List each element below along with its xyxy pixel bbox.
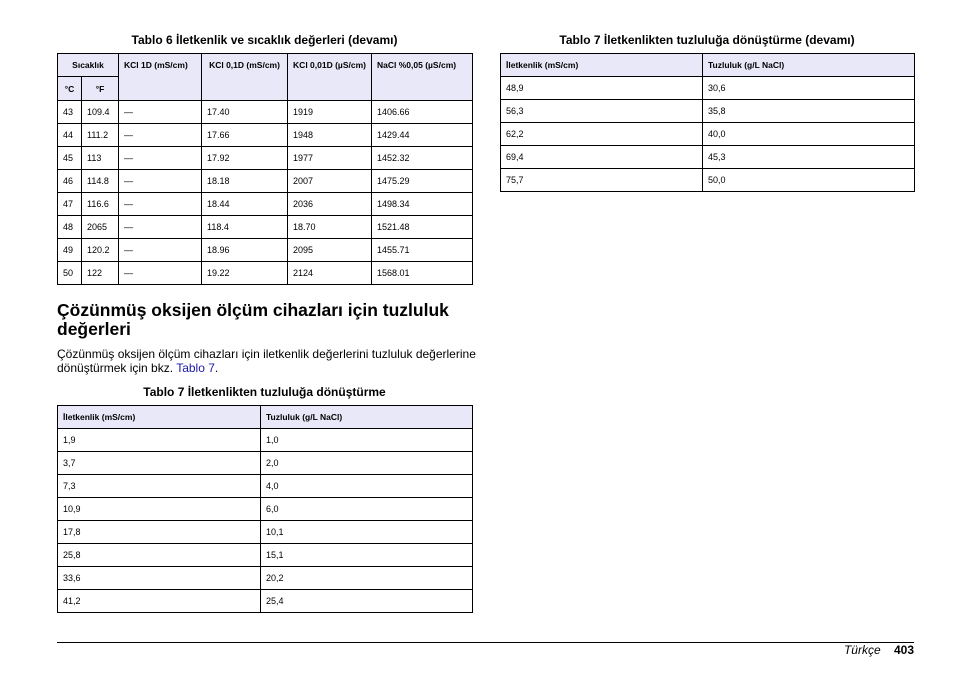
table-cell: 2007 bbox=[288, 170, 372, 193]
conductivity-temperature-table bbox=[57, 53, 473, 285]
table-row bbox=[58, 147, 473, 170]
header-salinity: Tuzluluk (g/L NaCl) bbox=[261, 406, 473, 429]
table-cell: 25,8 bbox=[58, 544, 261, 567]
table-row bbox=[501, 146, 915, 169]
table-cell: 33,6 bbox=[58, 567, 261, 590]
table-row bbox=[58, 452, 473, 475]
table7-body bbox=[58, 429, 473, 613]
header-conductivity: İletkenlik (mS/cm) bbox=[58, 406, 261, 429]
table-cell: 43 bbox=[58, 101, 82, 124]
table7-continued-caption: Tablo 7 İletkenlikten tuzluluğa dönüştürme (devamı) bbox=[559, 33, 855, 47]
table-cell: 48,9 bbox=[501, 77, 703, 100]
table-cell: 50 bbox=[58, 262, 82, 285]
table-row bbox=[58, 475, 473, 498]
table-cell: 2036 bbox=[288, 193, 372, 216]
table7-link[interactable]: Tablo 7 bbox=[176, 361, 215, 375]
header-conductivity: İletkenlik (mS/cm) bbox=[501, 54, 703, 77]
table-cell: 45,3 bbox=[703, 146, 915, 169]
table-row bbox=[58, 567, 473, 590]
table-cell: 17,8 bbox=[58, 521, 261, 544]
table-cell: — bbox=[119, 193, 202, 216]
table-row bbox=[58, 170, 473, 193]
page-footer bbox=[844, 643, 914, 657]
table-cell: 118.4 bbox=[202, 216, 288, 239]
footer-language: Türkçe bbox=[843, 643, 881, 657]
section-paragraph bbox=[57, 347, 477, 375]
table-cell: 1,0 bbox=[261, 429, 473, 452]
table-cell: 1429.44 bbox=[372, 124, 473, 147]
table-cell: 2,0 bbox=[261, 452, 473, 475]
table-cell: 1568.01 bbox=[372, 262, 473, 285]
table-row bbox=[58, 239, 473, 262]
table-cell: 75,7 bbox=[501, 169, 703, 192]
table-cell: 25,4 bbox=[261, 590, 473, 613]
table-cell: 1475.29 bbox=[372, 170, 473, 193]
conductivity-salinity-table-continued bbox=[500, 53, 915, 192]
table-cell: 19.22 bbox=[202, 262, 288, 285]
table6-body bbox=[58, 101, 473, 285]
table-cell: 35,8 bbox=[703, 100, 915, 123]
footer-divider bbox=[57, 642, 914, 643]
table-cell: 113 bbox=[82, 147, 119, 170]
table-cell: 1452.32 bbox=[372, 147, 473, 170]
paragraph-text: Çözünmüş oksijen ölçüm cihazları için iletkenlik değerlerini tuzluluk değerlerine dönüştürmek için bkz. bbox=[57, 347, 476, 375]
table-row bbox=[58, 101, 473, 124]
table-cell: 1521.48 bbox=[372, 216, 473, 239]
table6-caption: Tablo 6 İletkenlik ve sıcaklık değerleri (devamı) bbox=[131, 33, 398, 47]
table-cell: 30,6 bbox=[703, 77, 915, 100]
table-cell: — bbox=[119, 239, 202, 262]
table-cell: 10,9 bbox=[58, 498, 261, 521]
table-cell: 17.92 bbox=[202, 147, 288, 170]
table-cell: 18.70 bbox=[288, 216, 372, 239]
table-cell: — bbox=[119, 216, 202, 239]
table-cell: 40,0 bbox=[703, 123, 915, 146]
table7-continued-body bbox=[501, 77, 915, 192]
header-fahrenheit: °F bbox=[82, 77, 119, 101]
table-row bbox=[58, 262, 473, 285]
table-cell: 1406.66 bbox=[372, 101, 473, 124]
header-salinity: Tuzluluk (g/L NaCl) bbox=[703, 54, 915, 77]
table-cell: 2065 bbox=[82, 216, 119, 239]
table-cell: 1498.34 bbox=[372, 193, 473, 216]
table-cell: 3,7 bbox=[58, 452, 261, 475]
table-cell: 47 bbox=[58, 193, 82, 216]
conductivity-salinity-table bbox=[57, 405, 473, 613]
table-row bbox=[501, 123, 915, 146]
header-kcl-01d: KCl 0,1D (mS/cm) bbox=[202, 54, 288, 101]
table-row bbox=[58, 429, 473, 452]
table-cell: 62,2 bbox=[501, 123, 703, 146]
table-cell: — bbox=[119, 101, 202, 124]
table-cell: 18.96 bbox=[202, 239, 288, 262]
table-row bbox=[58, 544, 473, 567]
table-cell: 1948 bbox=[288, 124, 372, 147]
table-cell: 17.66 bbox=[202, 124, 288, 147]
table-cell: 6,0 bbox=[261, 498, 473, 521]
table-cell: 10,1 bbox=[261, 521, 473, 544]
table-row bbox=[58, 521, 473, 544]
table-cell: 120.2 bbox=[82, 239, 119, 262]
table-cell: 15,1 bbox=[261, 544, 473, 567]
table-row bbox=[58, 216, 473, 239]
table-row bbox=[58, 124, 473, 147]
table-cell: 41,2 bbox=[58, 590, 261, 613]
table-row bbox=[58, 498, 473, 521]
table-row bbox=[58, 193, 473, 216]
table-cell: — bbox=[119, 170, 202, 193]
table7-caption: Tablo 7 İletkenlikten tuzluluğa dönüştürme bbox=[143, 385, 386, 399]
table-cell: 116.6 bbox=[82, 193, 119, 216]
table-cell: 48 bbox=[58, 216, 82, 239]
header-kcl-1d: KCl 1D (mS/cm) bbox=[119, 54, 202, 101]
table-cell: 18.44 bbox=[202, 193, 288, 216]
table-row bbox=[58, 590, 473, 613]
table-cell: 17.40 bbox=[202, 101, 288, 124]
header-temperature: Sıcaklık bbox=[58, 54, 119, 77]
table-row bbox=[501, 100, 915, 123]
table-cell: 1919 bbox=[288, 101, 372, 124]
table-cell: 69,4 bbox=[501, 146, 703, 169]
table-cell: — bbox=[119, 147, 202, 170]
table-cell: 4,0 bbox=[261, 475, 473, 498]
table-cell: 20,2 bbox=[261, 567, 473, 590]
header-nacl: NaCl %0,05 (µS/cm) bbox=[372, 54, 473, 101]
header-celsius: °C bbox=[58, 77, 82, 101]
table-cell: 49 bbox=[58, 239, 82, 262]
table-cell: 109.4 bbox=[82, 101, 119, 124]
paragraph-end: . bbox=[214, 361, 219, 375]
table-cell: 7,3 bbox=[58, 475, 261, 498]
table-cell: 114.8 bbox=[82, 170, 119, 193]
table-cell: 122 bbox=[82, 262, 119, 285]
table-row bbox=[501, 77, 915, 100]
table-cell: 1455.71 bbox=[372, 239, 473, 262]
header-kcl-001d: KCl 0,01D (µS/cm) bbox=[288, 54, 372, 101]
table-cell: 45 bbox=[58, 147, 82, 170]
table-cell: 111.2 bbox=[82, 124, 119, 147]
table-cell: — bbox=[119, 124, 202, 147]
table-cell: 2095 bbox=[288, 239, 372, 262]
table-cell: 46 bbox=[58, 170, 82, 193]
table-cell: 1977 bbox=[288, 147, 372, 170]
table-cell: 44 bbox=[58, 124, 82, 147]
table-cell: 2124 bbox=[288, 262, 372, 285]
section-heading: Çözünmüş oksijen ölçüm cihazları için tuzluluk değerleri bbox=[57, 300, 449, 339]
table-cell: 18.18 bbox=[202, 170, 288, 193]
table-row bbox=[501, 169, 915, 192]
table-cell: 50,0 bbox=[703, 169, 915, 192]
table-cell: 56,3 bbox=[501, 100, 703, 123]
table-cell: 1,9 bbox=[58, 429, 261, 452]
page-number: 403 bbox=[893, 643, 914, 657]
table-cell: — bbox=[119, 262, 202, 285]
